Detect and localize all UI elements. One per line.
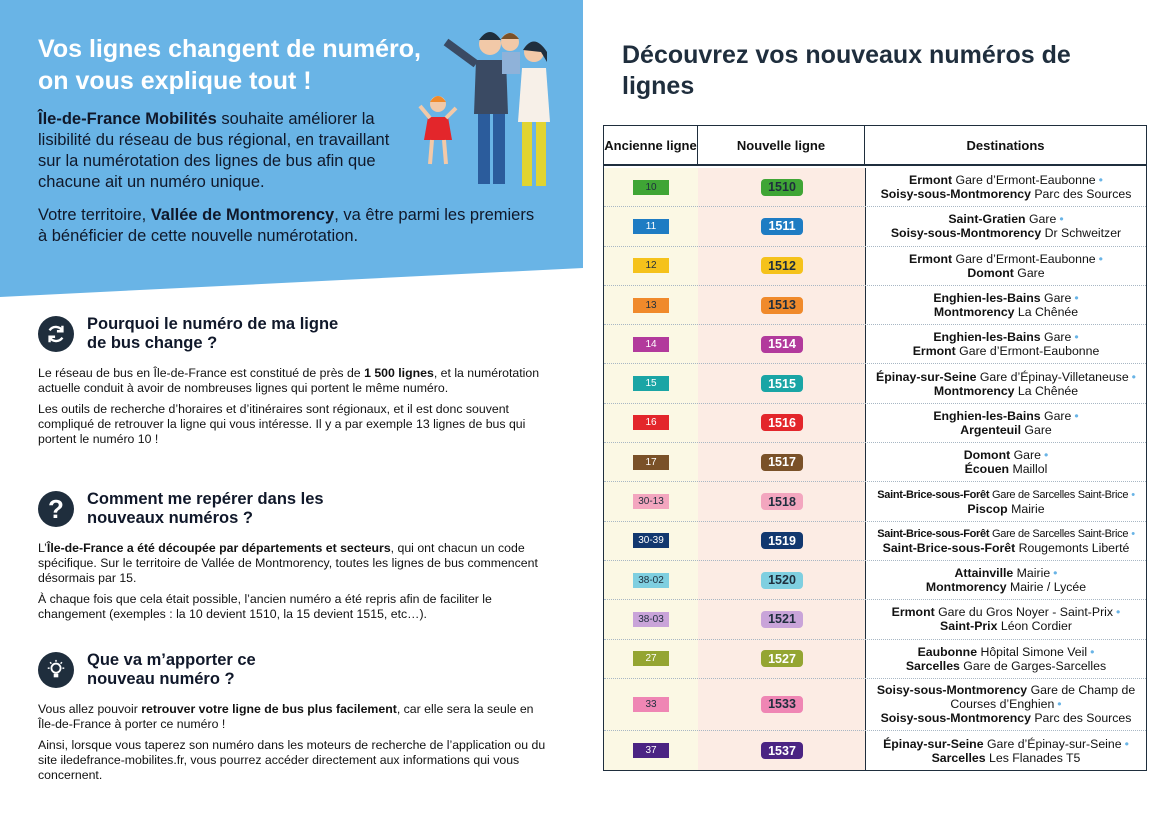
separator-dot-icon: •	[1053, 566, 1058, 581]
hero-intro	[38, 109, 408, 193]
hero-territory-bold: Vallée de Montmorency	[150, 206, 335, 224]
old-line-cell	[604, 404, 698, 442]
destinations-cell	[866, 168, 1146, 206]
section-how-p2: À chaque fois que cela était possible, l’ancien numéro a été repris afin de faciliter le changement (exemples : la 10 devient 1510, la 15 devient 1515, etc…).	[38, 592, 492, 621]
destination-to-stop: Gare	[1021, 422, 1052, 437]
new-line-cell	[698, 364, 866, 402]
destination-from	[868, 683, 1144, 711]
section-benefit-p1-end: , car elle sera la seule en Île-de-France à porter ce numéro !	[38, 702, 534, 731]
separator-dot-icon: •	[1131, 369, 1136, 384]
destination-to-city: Soisy-sous-Montmorency	[880, 187, 1031, 202]
destinations-cell	[866, 600, 1146, 638]
destinations-cell	[866, 522, 1146, 560]
destinations-cell	[866, 640, 1146, 678]
destination-from-stop: Gare d’Épinay-sur-Seine	[983, 736, 1122, 751]
destinations-cell	[866, 364, 1146, 402]
section-how-p1-bold: Île-de-France a été découpée par départements et secteurs	[46, 541, 391, 555]
old-line-cell	[604, 364, 698, 402]
table-row	[604, 364, 1146, 403]
destination-from-stop: Gare de Champ de Courses d’Enghien	[950, 683, 1136, 712]
destination-from	[964, 448, 1049, 462]
old-line-cell	[604, 482, 698, 520]
destination-to-city: Soisy-sous-Montmorency	[880, 711, 1031, 726]
table-row	[604, 443, 1146, 482]
family-illustration	[410, 22, 570, 197]
new-line-cell	[698, 404, 866, 442]
destination-from	[883, 737, 1129, 751]
destinations-cell	[866, 561, 1146, 599]
old-line-badge: 33	[633, 697, 669, 712]
new-line-cell	[698, 168, 866, 206]
destination-to-stop: Parc des Sources	[1030, 711, 1132, 726]
old-line-cell	[604, 731, 698, 770]
destination-to-city: Montmorency	[925, 580, 1007, 595]
hero-territory-end: , va être parmi les premiers à bénéficier de cette nouvelle numérotation.	[38, 206, 535, 245]
new-line-cell	[698, 561, 866, 599]
destination-from-stop: Gare	[1040, 330, 1072, 345]
table-row	[604, 247, 1146, 286]
old-line-badge: 38-03	[633, 612, 669, 627]
old-line-badge: 38-02	[633, 573, 669, 588]
destination-to	[913, 344, 1100, 358]
old-line-cell	[604, 247, 698, 285]
destination-to-city: Saint-Brice-sous-Forêt	[882, 540, 1016, 555]
lightbulb-icon	[38, 652, 74, 688]
destination-to	[932, 751, 1081, 765]
header-new-line: Nouvelle ligne	[698, 126, 865, 164]
section-why-p1-end: , et la numérotation actuelle conduit à avoir de nombreuses lignes qui portent le même numéro.	[38, 366, 540, 395]
separator-dot-icon: •	[1057, 697, 1062, 712]
destination-to	[906, 659, 1106, 673]
destination-to	[883, 541, 1130, 555]
destination-to-city: Montmorency	[933, 305, 1015, 320]
old-line-badge: 30-39	[633, 533, 669, 548]
table-row	[604, 325, 1146, 364]
destination-from-stop: Gare	[1010, 448, 1041, 463]
question-icon: ?	[38, 491, 74, 527]
new-line-cell	[698, 482, 866, 520]
section-why	[38, 314, 548, 453]
old-line-badge: 30-13	[633, 494, 669, 509]
destination-from-city: Saint-Brice-sous-Forêt	[877, 527, 990, 540]
destination-from-stop: Gare du Gros Noyer - Saint-Prix	[934, 605, 1114, 620]
destination-to-stop: Parc des Sources	[1030, 187, 1132, 202]
destination-from-city: Attainville	[954, 566, 1014, 581]
new-line-badge: 1515	[761, 375, 803, 392]
old-line-cell	[604, 561, 698, 599]
destination-from-stop: Gare d’Ermont-Eaubonne	[952, 251, 1096, 266]
destinations-cell	[866, 207, 1146, 245]
destination-to	[926, 580, 1086, 594]
section-how	[38, 489, 548, 628]
section-how-title: Comment me repérer dans les nouveaux numéros ?	[87, 490, 324, 527]
destination-to-city: Domont	[967, 265, 1014, 280]
destination-to-stop: Maillol	[1009, 462, 1048, 477]
destination-to	[940, 619, 1072, 633]
destination-to-city: Sarcelles	[931, 750, 986, 765]
new-line-cell	[698, 325, 866, 363]
destination-to-stop: Gare de Garges-Sarcelles	[959, 658, 1107, 673]
separator-dot-icon: •	[1074, 330, 1079, 345]
destination-from-city: Ermont	[909, 251, 953, 266]
old-line-badge: 16	[633, 415, 669, 430]
destination-from-city: Ermont	[891, 605, 935, 620]
destination-from-stop: Gare	[1040, 291, 1072, 306]
old-line-cell	[604, 679, 698, 730]
destination-from-stop: Gare d’Ermont-Eaubonne	[952, 173, 1096, 188]
destinations-cell	[866, 443, 1146, 481]
destination-to-city: Soisy-sous-Montmorency	[890, 226, 1042, 241]
destination-from-city: Soisy-sous-Montmorency	[876, 683, 1028, 698]
section-why-p2: Les outils de recherche d’horaires et d’itinéraires sont régionaux, et il est donc souvent compliqué de retrouver la ligne qui vous intéresse. Il y a par exemple 13 lignes de bus qui portent le numéro 10 !	[38, 402, 526, 446]
hero-territory-start: Votre territoire,	[38, 206, 151, 224]
destination-to	[934, 305, 1078, 319]
section-why-title: Pourquoi le numéro de ma ligne de bus change ?	[87, 315, 339, 352]
old-line-cell	[604, 325, 698, 363]
destination-from	[877, 488, 1135, 502]
old-line-badge: 37	[633, 743, 669, 758]
section-benefit-p1	[38, 702, 548, 732]
destination-from-stop: Hôpital Simone Veil	[977, 644, 1088, 659]
table-row	[604, 679, 1146, 731]
old-line-badge: 13	[633, 298, 669, 313]
header-old-line: Ancienne ligne	[604, 126, 698, 164]
table-row	[604, 207, 1146, 246]
section-benefit-title: Que va m’apporter ce nouveau numéro ?	[87, 651, 256, 688]
table-title: Découvrez vos nouveaux numéros de lignes	[622, 41, 1071, 100]
destination-to	[967, 266, 1044, 280]
new-line-badge: 1510	[761, 179, 803, 196]
destination-from	[918, 645, 1095, 659]
old-line-badge: 15	[633, 376, 669, 391]
table-row	[604, 286, 1146, 325]
new-line-badge: 1537	[761, 742, 803, 759]
section-benefit-p1-bold: retrouver votre ligne de bus plus facilement	[141, 702, 397, 716]
destination-from-city: Saint-Brice-sous-Forêt	[877, 488, 990, 501]
section-why-p1-bold: 1 500 lignes	[364, 366, 434, 380]
destination-from-stop: Gare	[1025, 212, 1057, 227]
new-line-cell	[698, 731, 866, 770]
new-line-cell	[698, 679, 866, 730]
separator-dot-icon: •	[1131, 527, 1135, 540]
destination-from	[955, 566, 1058, 580]
destinations-cell	[866, 404, 1146, 442]
hero-intro-bold: Île-de-France Mobilités	[38, 110, 217, 128]
destination-to-stop: La Chênée	[1014, 305, 1079, 320]
table-row	[604, 404, 1146, 443]
separator-dot-icon: •	[1059, 212, 1064, 227]
new-line-cell	[698, 207, 866, 245]
table-row	[604, 600, 1146, 639]
refresh-icon	[38, 316, 74, 352]
destination-from-city: Saint-Gratien	[948, 212, 1026, 227]
old-line-badge: 10	[633, 180, 669, 195]
new-line-badge: 1516	[761, 414, 803, 431]
destination-from-stop: Gare de Sarcelles Saint-Brice	[989, 527, 1129, 540]
table-header	[604, 126, 1146, 166]
section-how-p1	[38, 541, 548, 586]
old-line-cell	[604, 600, 698, 638]
destinations-cell	[866, 731, 1146, 770]
section-benefit	[38, 650, 548, 789]
new-line-cell	[698, 600, 866, 638]
destination-from-city: Domont	[963, 448, 1011, 463]
destination-from-stop: Gare	[1040, 408, 1072, 423]
table-body	[604, 168, 1146, 770]
section-benefit-p1-start: Vous allez pouvoir	[38, 702, 142, 716]
new-line-badge: 1521	[761, 611, 803, 628]
old-line-cell	[604, 207, 698, 245]
destination-to	[891, 226, 1121, 240]
destination-to-city: Montmorency	[933, 383, 1015, 398]
new-line-badge: 1519	[761, 532, 803, 549]
hero-intro-text: souhaite améliorer la lisibilité du réseau de bus régional, en travaillant sur la numérotation des lignes de bus afin que chacune ait un numéro unique.	[38, 110, 390, 191]
destinations-cell	[866, 679, 1146, 730]
destination-from-stop: Mairie	[1013, 566, 1051, 581]
destination-to-city: Ermont	[912, 344, 956, 359]
old-line-cell	[604, 443, 698, 481]
table-row	[604, 731, 1146, 770]
destination-to-city: Sarcelles	[905, 658, 960, 673]
hero-territory	[38, 205, 538, 247]
destination-from	[877, 527, 1135, 541]
destination-to-stop: Mairie / Lycée	[1006, 580, 1087, 595]
destination-to	[967, 502, 1044, 516]
destination-from	[909, 173, 1103, 187]
destinations-cell	[866, 286, 1146, 324]
separator-dot-icon: •	[1098, 251, 1103, 266]
new-line-cell	[698, 522, 866, 560]
new-line-badge: 1533	[761, 696, 803, 713]
new-line-cell	[698, 247, 866, 285]
destination-from-city: Épinay-sur-Seine	[883, 736, 984, 751]
table-row	[604, 168, 1146, 207]
header-destinations: Destinations	[966, 137, 1045, 153]
old-line-badge: 12	[633, 258, 669, 273]
destination-to-city: Piscop	[967, 501, 1008, 516]
separator-dot-icon: •	[1124, 736, 1129, 751]
destinations-cell	[866, 482, 1146, 520]
new-line-badge: 1514	[761, 336, 803, 353]
destination-to-stop: Mairie	[1007, 501, 1045, 516]
table-row	[604, 640, 1146, 679]
destination-from-city: Eaubonne	[917, 644, 978, 659]
old-line-badge: 14	[633, 337, 669, 352]
old-line-cell	[604, 286, 698, 324]
hero-title: Vos lignes changent de numéro, on vous explique tout !	[38, 35, 421, 95]
destination-to-stop: Gare d’Ermont-Eaubonne	[955, 344, 1100, 359]
destination-to	[934, 384, 1078, 398]
destination-to	[881, 187, 1132, 201]
destination-from-city: Épinay-sur-Seine	[876, 369, 977, 384]
old-line-badge: 17	[633, 455, 669, 470]
new-line-badge: 1517	[761, 454, 803, 471]
separator-dot-icon: •	[1074, 408, 1079, 423]
separator-dot-icon: •	[1116, 605, 1121, 620]
new-line-badge: 1513	[761, 297, 803, 314]
destination-to-stop: Gare	[1013, 265, 1045, 280]
section-how-p1-end: , qui ont chacun un code spécifique. Sur le territoire de Vallée de Montmorency, toutes les lignes de bus commencent désormais par 15.	[38, 541, 538, 585]
separator-dot-icon: •	[1131, 488, 1135, 501]
section-why-p1-start: Le réseau de bus en Île-de-France est constitué de près de	[38, 366, 365, 380]
section-how-p1-start: L’	[38, 541, 47, 555]
destination-to-stop: Léon Cordier	[997, 619, 1072, 634]
new-line-badge: 1511	[761, 218, 803, 235]
new-line-cell	[698, 286, 866, 324]
destination-from	[892, 605, 1121, 619]
destination-to-city: Argenteuil	[960, 422, 1022, 437]
old-line-cell	[604, 640, 698, 678]
new-line-cell	[698, 640, 866, 678]
separator-dot-icon: •	[1043, 448, 1049, 463]
new-line-badge: 1520	[761, 572, 803, 589]
destination-from	[933, 330, 1078, 344]
destination-from	[933, 291, 1078, 305]
destination-from	[948, 212, 1063, 226]
destination-to-stop: La Chênée	[1014, 383, 1079, 398]
separator-dot-icon: •	[1074, 291, 1079, 306]
destination-from-city: Enghien-les-Bains	[933, 330, 1041, 345]
section-why-p1	[38, 366, 548, 396]
destination-from-city: Enghien-les-Bains	[933, 291, 1041, 306]
destination-to-stop: Dr Schweitzer	[1041, 226, 1122, 241]
destination-to-stop: Les Flanades T5	[985, 750, 1081, 765]
destination-to-stop: Rougemonts Liberté	[1015, 540, 1130, 555]
destination-from	[933, 409, 1078, 423]
destination-from	[876, 370, 1136, 384]
new-line-cell	[698, 443, 866, 481]
destination-from-city: Ermont	[909, 173, 953, 188]
separator-dot-icon: •	[1098, 173, 1103, 188]
section-benefit-p2: Ainsi, lorsque vous taperez son numéro dans les moteurs de recherche de l’application ou du site iledefrance-mobilites.fr, vous pourrez accéder directement aux informations qui vous concernent.	[38, 738, 546, 782]
destinations-cell	[866, 247, 1146, 285]
destination-from-stop: Gare de Sarcelles Saint-Brice	[989, 488, 1129, 501]
new-line-badge: 1527	[761, 650, 803, 667]
destination-from	[909, 252, 1103, 266]
destination-to	[881, 711, 1132, 725]
old-line-badge: 27	[633, 651, 669, 666]
destination-to	[960, 423, 1052, 437]
table-row	[604, 482, 1146, 521]
new-line-badge: 1518	[761, 493, 803, 510]
destinations-cell	[866, 325, 1146, 363]
destination-from-stop: Gare d’Épinay-Villetaneuse	[976, 369, 1129, 384]
destination-from-city: Enghien-les-Bains	[933, 408, 1041, 423]
old-line-cell	[604, 522, 698, 560]
old-line-badge: 11	[633, 219, 669, 234]
lines-table	[603, 125, 1147, 771]
table-row	[604, 522, 1146, 561]
destination-to-city: Saint-Prix	[940, 619, 998, 634]
table-row	[604, 561, 1146, 600]
separator-dot-icon: •	[1090, 644, 1095, 659]
destination-to	[965, 462, 1048, 476]
old-line-cell	[604, 168, 698, 206]
destination-to-city: Écouen	[964, 462, 1010, 477]
new-line-badge: 1512	[761, 257, 803, 274]
